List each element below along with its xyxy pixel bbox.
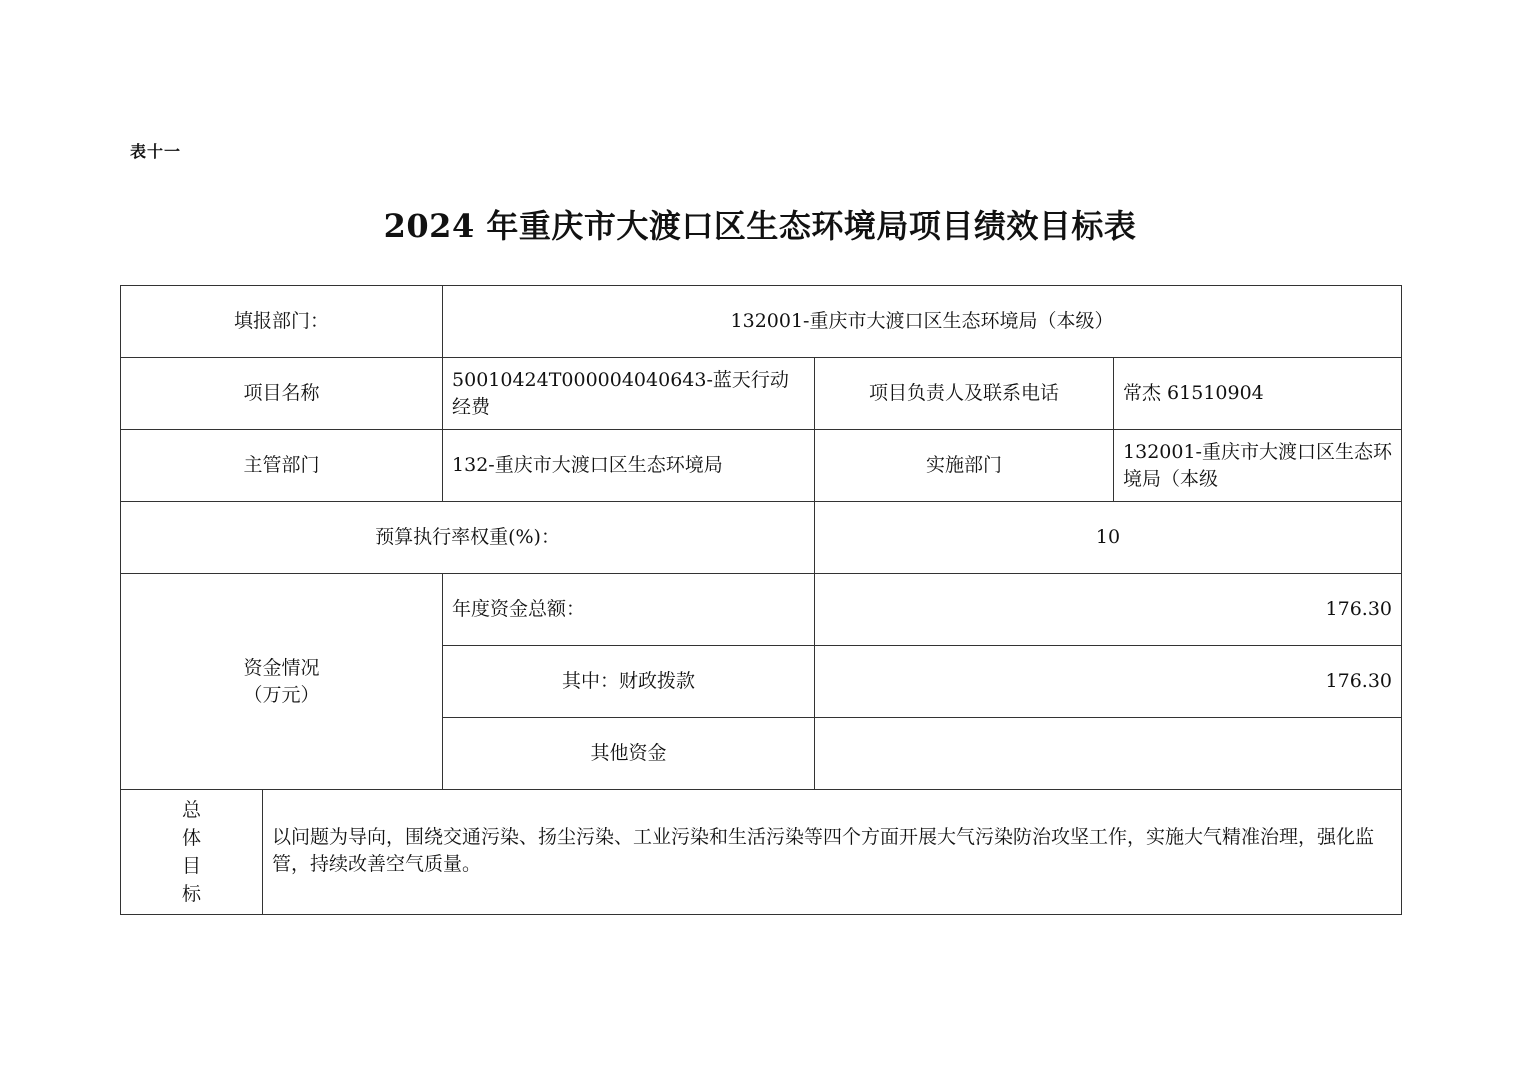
funding-label-line1: 资金情况 xyxy=(243,656,320,679)
department-row xyxy=(121,430,1402,502)
overall-goal-char: 标 xyxy=(181,883,201,905)
overall-goal-char: 体 xyxy=(181,827,201,849)
overall-goal-row xyxy=(121,790,1402,915)
table-number: 表十一 xyxy=(130,142,182,161)
supervising-dept-label: 主管部门 xyxy=(121,430,443,502)
implementing-dept-label: 实施部门 xyxy=(815,430,1114,502)
budget-weight-value: 10 xyxy=(815,502,1402,574)
overall-goal-label xyxy=(121,790,263,915)
overall-goal-text: 以问题为导向，围绕交通污染、扬尘污染、工业污染和生活污染等四个方面开展大气污染防治攻坚工作，实施大气精准治理，强化监管，持续改善空气质量。 xyxy=(263,790,1402,915)
fiscal-label: 其中：财政拨款 xyxy=(443,646,815,718)
reporting-dept-value: 132001-重庆市大渡口区生态环境局（本级） xyxy=(443,286,1402,358)
supervising-dept-value: 132-重庆市大渡口区生态环境局 xyxy=(443,430,815,502)
other-funds-label: 其他资金 xyxy=(443,718,815,790)
project-name-label: 项目名称 xyxy=(121,358,443,430)
reporting-dept-label: 填报部门： xyxy=(121,286,443,358)
funding-label xyxy=(121,574,443,790)
annual-total-value: 176.30 xyxy=(815,574,1402,646)
page-title: 2024 年重庆市大渡口区生态环境局项目绩效目标表 xyxy=(383,207,1137,245)
project-name-value: 50010424T000004040643-蓝天行动经费 xyxy=(443,358,815,430)
budget-weight-label: 预算执行率权重(%)： xyxy=(121,502,815,574)
overall-goal-char: 目 xyxy=(181,855,201,877)
other-funds-value xyxy=(815,718,1402,790)
funding-label-line2: （万元） xyxy=(243,683,320,706)
performance-goal-table xyxy=(120,285,1402,915)
fiscal-value: 176.30 xyxy=(815,646,1402,718)
budget-weight-row xyxy=(121,502,1402,574)
project-name-row xyxy=(121,358,1402,430)
project-lead-label: 项目负责人及联系电话 xyxy=(815,358,1114,430)
annual-total-row xyxy=(121,574,1402,646)
overall-goal-char: 总 xyxy=(181,799,201,821)
project-lead-value: 常杰 61510904 xyxy=(1114,358,1402,430)
annual-total-label: 年度资金总额： xyxy=(443,574,815,646)
implementing-dept-value: 132001-重庆市大渡口区生态环境局（本级 xyxy=(1114,430,1402,502)
reporting-dept-row xyxy=(121,286,1402,358)
